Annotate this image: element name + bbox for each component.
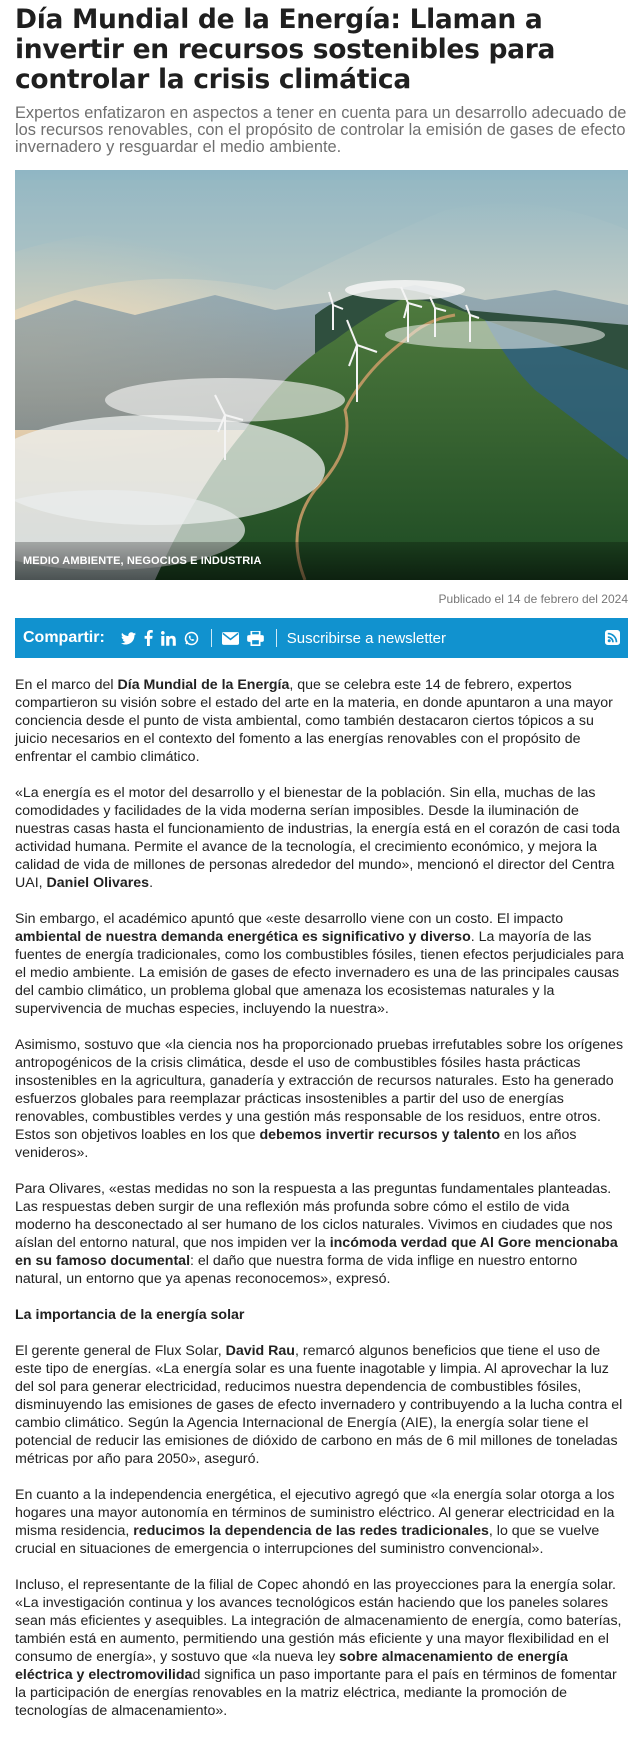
- share-label: Compartir:: [23, 629, 105, 646]
- facebook-icon[interactable]: [144, 630, 153, 646]
- paragraph: En cuanto a la independencia energética, el ejecutivo agregó que «la energía solar otorga a los hogares una mayor autonomía en términos de suministro eléctrico. Al generar electricidad en la misma residencia, reducimos la dependencia de las redes tradicionales, lo que se vuelve crucial en situaciones de emergencia o interrupciones del suministro convencional».: [15, 1487, 615, 1557]
- paragraph: El gerente general de Flux Solar, David Rau, remarcó algunos beneficios que tiene el uso de este tipo de energías. «La energía solar es una fuente inagotable y limpia. Al aprovechar la luz del sol para generar electricidad, reducimos nuestra dependencia de combustibles fósiles, disminuyendo las emisiones de gases de efecto invernadero y contribuyendo a la lucha contra el cambio climático. Según la Agencia Internacional de Energía (AIE), la energía solar tiene el potencial de reducir las emisiones de dióxido de carbono en más de 6 mil millones de toneladas métricas por año para 2050», aseguró.: [15, 1343, 623, 1467]
- category-overlay: [15, 542, 628, 580]
- twitter-icon[interactable]: [121, 632, 136, 645]
- article-subtitle: Expertos enfatizaron en aspectos a tener en cuenta para un desarrollo adecuado de los recursos renovables, con el propósito de controlar la emisión de gases de efecto invernadero y resguardar el medio ambiente.: [15, 104, 627, 156]
- hero-image: [15, 170, 628, 580]
- category-labels[interactable]: MEDIO AMBIENTE, NEGOCIOS E INDUSTRIA: [23, 555, 262, 567]
- whatsapp-icon[interactable]: [184, 631, 199, 646]
- share-bar: [15, 618, 628, 658]
- paragraph: Asimismo, sostuvo que «la ciencia nos ha proporcionado pruebas irrefutables sobre los orígenes antropogénicos de la crisis climática, desde el uso de combustibles fósiles hasta prácticas insostenibles en la agricultura, ganadería y extracción de recursos naturales. Esto ha generado esfuerzos globales para reemplazar prácticas insostenibles a partir del uso de energías renovables, combustibles verdes y una gestión más responsable de los residuos, entre otros. Estos son objetivos loables en los que debemos invertir recursos y talento en los años venideros».: [15, 1037, 624, 1161]
- linkedin-icon[interactable]: [161, 631, 176, 646]
- print-icon[interactable]: [247, 631, 264, 646]
- share-divider: [276, 629, 277, 647]
- wind-turbines-landscape: [15, 170, 628, 580]
- paragraph: Incluso, el representante de la filial de Copec ahondó en las proyecciones para la energía solar. «La investigación continua y los avances tecnológicos están haciendo que los paneles solares sean más eficientes y asequibles. La integración de almacenamiento de energía, como baterías, también está en aumento, permitiendo una gestión más eficiente y una mayor flexibilidad en el consumo de energía», y sostuvo que «la nueva ley sobre almacenamiento de energía eléctrica y electromovilidad significa un paso importante para el país en términos de fomentar la participación de energías renovables en la matriz eléctrica, mediante la promoción de tecnologías de almacenamiento».: [15, 1577, 622, 1719]
- rss-icon[interactable]: [605, 630, 620, 650]
- newsletter-link[interactable]: Suscribirse a newsletter: [286, 629, 447, 647]
- paragraph: Sin embargo, el académico apuntó que «este desarrollo viene con un costo. El impacto ambiental de nuestra demanda energética es significativo y diverso. La mayoría de las fuentes de energía tradicionales, como los combustibles fósiles, tienen efectos perjudiciales para el medio ambiente. La emisión de gases de efecto invernadero es una de las principales causas del cambio climático, un problema global que amenaza los ecosistemas naturales y la supervivencia de muchas especies, incluyendo la nuestra».: [15, 911, 624, 1017]
- article-body: [15, 676, 628, 1720]
- paragraph: En el marco del Día Mundial de la Energía, que se celebra este 14 de febrero, expertos compartieron su visión sobre el estado del arte en la materia, en donde apuntaron a una mayor conciencia desde el punto de vista ambiental, como también destacaron ciertos tópicos a su juicio necesarios en el contexto del fomento a las energías renovables con el propósito de enfrentar el cambio climático.: [15, 677, 613, 765]
- paragraph: «La energía es el motor del desarrollo y el bienestar de la población. Sin ella, muchas de las comodidades y facilidades de la vida moderna serían imposibles. Desde la iluminación de nuestras casas hasta el funcionamiento de industrias, la energía está en el corazón de casi toda actividad humana. Permite el avance de la tecnología, el crecimiento económico, y mejora la calidad de vida de millones de personas alrededor del mundo», mencionó el director del Centra UAI, Daniel Olivares.: [15, 785, 620, 891]
- email-icon[interactable]: [222, 632, 239, 645]
- section-heading: La importancia de la energía solar: [15, 1307, 245, 1323]
- share-divider: [211, 629, 212, 647]
- paragraph: Para Olivares, «estas medidas no son la respuesta a las preguntas fundamentales planteadas. Las respuestas deben surgir de una reflexión más profunda sobre cómo el estilo de vida moderno ha desconectado al ser humano de los ciclos naturales. Vivimos en ciudades que nos aíslan del entorno natural, que nos impiden ver la incómoda verdad que Al Gore mencionaba en su famoso documental: el daño que nuestra forma de vida inflige en nuestro entorno natural, un entorno que ya apenas reconocemos», expresó.: [15, 1181, 618, 1287]
- publish-date: Publicado el 14 de febrero del 2024: [438, 592, 628, 606]
- page-title: Día Mundial de la Energía: Llaman a invertir en recursos sostenibles para controlar la crisis climática: [15, 4, 556, 95]
